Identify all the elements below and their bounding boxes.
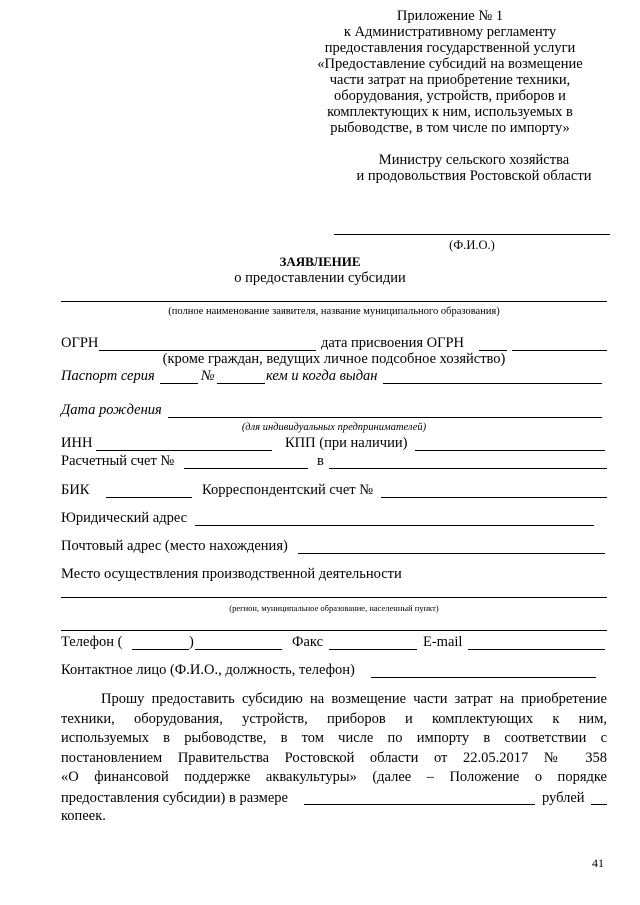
activity-place-label: Место осуществления производственной деятельности: [61, 566, 402, 582]
account-label: Расчетный счет №: [61, 453, 175, 469]
phone-label: Телефон (: [61, 634, 123, 650]
corr-account-field[interactable]: [381, 497, 607, 498]
postal-address-field[interactable]: [298, 553, 605, 554]
header-line: комплектующих к ним, используемых в: [327, 104, 573, 120]
passport-number-field[interactable]: [217, 383, 265, 384]
email-field[interactable]: [468, 649, 605, 650]
phone-field[interactable]: [195, 649, 282, 650]
phone-code-field[interactable]: [132, 649, 189, 650]
request-paragraph: [61, 690, 607, 827]
bik-field[interactable]: [106, 497, 192, 498]
page-number: 41: [592, 856, 604, 870]
contact-label: Контактное лицо (Ф.И.О., должность, телефон): [61, 662, 355, 678]
request-line: «О финансовой поддержке аквакультуры» (далее – Положение о порядке: [61, 769, 607, 785]
header-line: оборудования, устройств, приборов и: [334, 88, 566, 104]
request-amount-line: [61, 788, 607, 808]
bank-name-field[interactable]: [329, 468, 607, 469]
email-label: E-mail: [423, 634, 463, 650]
ogrn-date-label: дата присвоения ОГРН: [321, 335, 465, 351]
passport-number-label: №: [201, 368, 215, 384]
header-line: предоставления государственной услуги: [324, 40, 576, 56]
request-line: Прошу предоставить субсидию на возмещение части затрат на приобретение: [101, 691, 607, 707]
passport-series-field[interactable]: [160, 383, 198, 384]
kpp-label: КПП (при наличии): [285, 435, 408, 451]
inn-field[interactable]: [96, 450, 272, 451]
amount-kopeks-field[interactable]: [591, 804, 607, 805]
ogrn-row: [61, 335, 607, 352]
activity-place-field[interactable]: [61, 597, 607, 598]
document-title: ЗАЯВЛЕНИЕ: [279, 254, 361, 269]
document-subtitle: о предоставлении субсидии: [234, 270, 406, 286]
request-line: техники, оборудования, устройств, приборов и комплектующих к ним,: [61, 710, 607, 727]
fax-label: Факс: [292, 634, 324, 650]
applicant-caption: (полное наименование заявителя, название муниципального образования): [168, 306, 500, 317]
fio-caption: (Ф.И.О.): [449, 238, 495, 252]
ogrn-label: ОГРН: [61, 335, 99, 351]
legal-address-label: Юридический адрес: [61, 510, 188, 526]
passport-series-label: Паспорт серия: [61, 368, 155, 384]
appendix-number: Приложение № 1: [396, 8, 504, 24]
addressee-line: и продовольствия Ростовской области: [356, 168, 592, 184]
header-line: к Административному регламенту: [343, 24, 557, 40]
birth-date-label: Дата рождения: [61, 402, 162, 418]
contacts-row: [61, 634, 607, 651]
addressee-line: Министру сельского хозяйства: [378, 152, 570, 168]
passport-issued-field[interactable]: [383, 383, 602, 384]
account-in-label: в: [317, 453, 324, 469]
contact-row: [61, 662, 607, 679]
kopeks-label: копеек.: [61, 808, 106, 824]
account-row: [61, 453, 607, 470]
legal-address-row: [61, 510, 607, 527]
applicant-name-line[interactable]: [61, 301, 607, 302]
fax-field[interactable]: [329, 649, 417, 650]
header-line: части затрат на приобретение техники,: [329, 72, 571, 88]
ip-note: (для индивидуальных предпринимателей): [241, 422, 427, 433]
activity-place-field-2[interactable]: [61, 630, 607, 631]
passport-row: [61, 368, 607, 385]
legal-address-field[interactable]: [195, 525, 594, 526]
bik-label: БИК: [61, 482, 90, 498]
postal-address-label: Почтовый адрес (место нахождения): [61, 538, 288, 554]
corr-account-label: Корреспондентский счет №: [202, 482, 374, 498]
account-field[interactable]: [184, 468, 308, 469]
inn-label: ИНН: [61, 435, 93, 451]
kpp-field[interactable]: [415, 450, 605, 451]
contact-field[interactable]: [371, 677, 596, 678]
ogrn-note: (кроме граждан, ведущих личное подсобное хозяйство): [162, 351, 506, 367]
amount-rubles-field[interactable]: [304, 804, 535, 805]
fio-line[interactable]: [334, 234, 610, 235]
header-line: «Предоставление субсидий на возмещение: [317, 56, 583, 72]
phone-close: ): [189, 634, 194, 650]
birth-date-field[interactable]: [168, 417, 602, 418]
bik-row: [61, 482, 607, 499]
activity-place-row: [61, 566, 607, 583]
header-line: рыбоводстве, в том числе по импорту»: [330, 120, 570, 136]
amount-prefix: предоставления субсидии) в размере: [61, 789, 288, 806]
rubles-label: рублей: [542, 789, 585, 806]
inn-row: [61, 435, 607, 452]
request-line: постановлением Правительства Ростовской области от 22.05.2017 № 358: [61, 749, 607, 766]
request-line: используемых в рыбоводстве, в том числе по импорту в соответствии с: [61, 730, 607, 746]
postal-address-row: [61, 538, 607, 555]
region-caption: (регион, муниципальное образование, населенный пункт): [229, 603, 439, 613]
birth-date-row: [61, 402, 607, 419]
passport-issued-label: кем и когда выдан: [266, 368, 378, 384]
